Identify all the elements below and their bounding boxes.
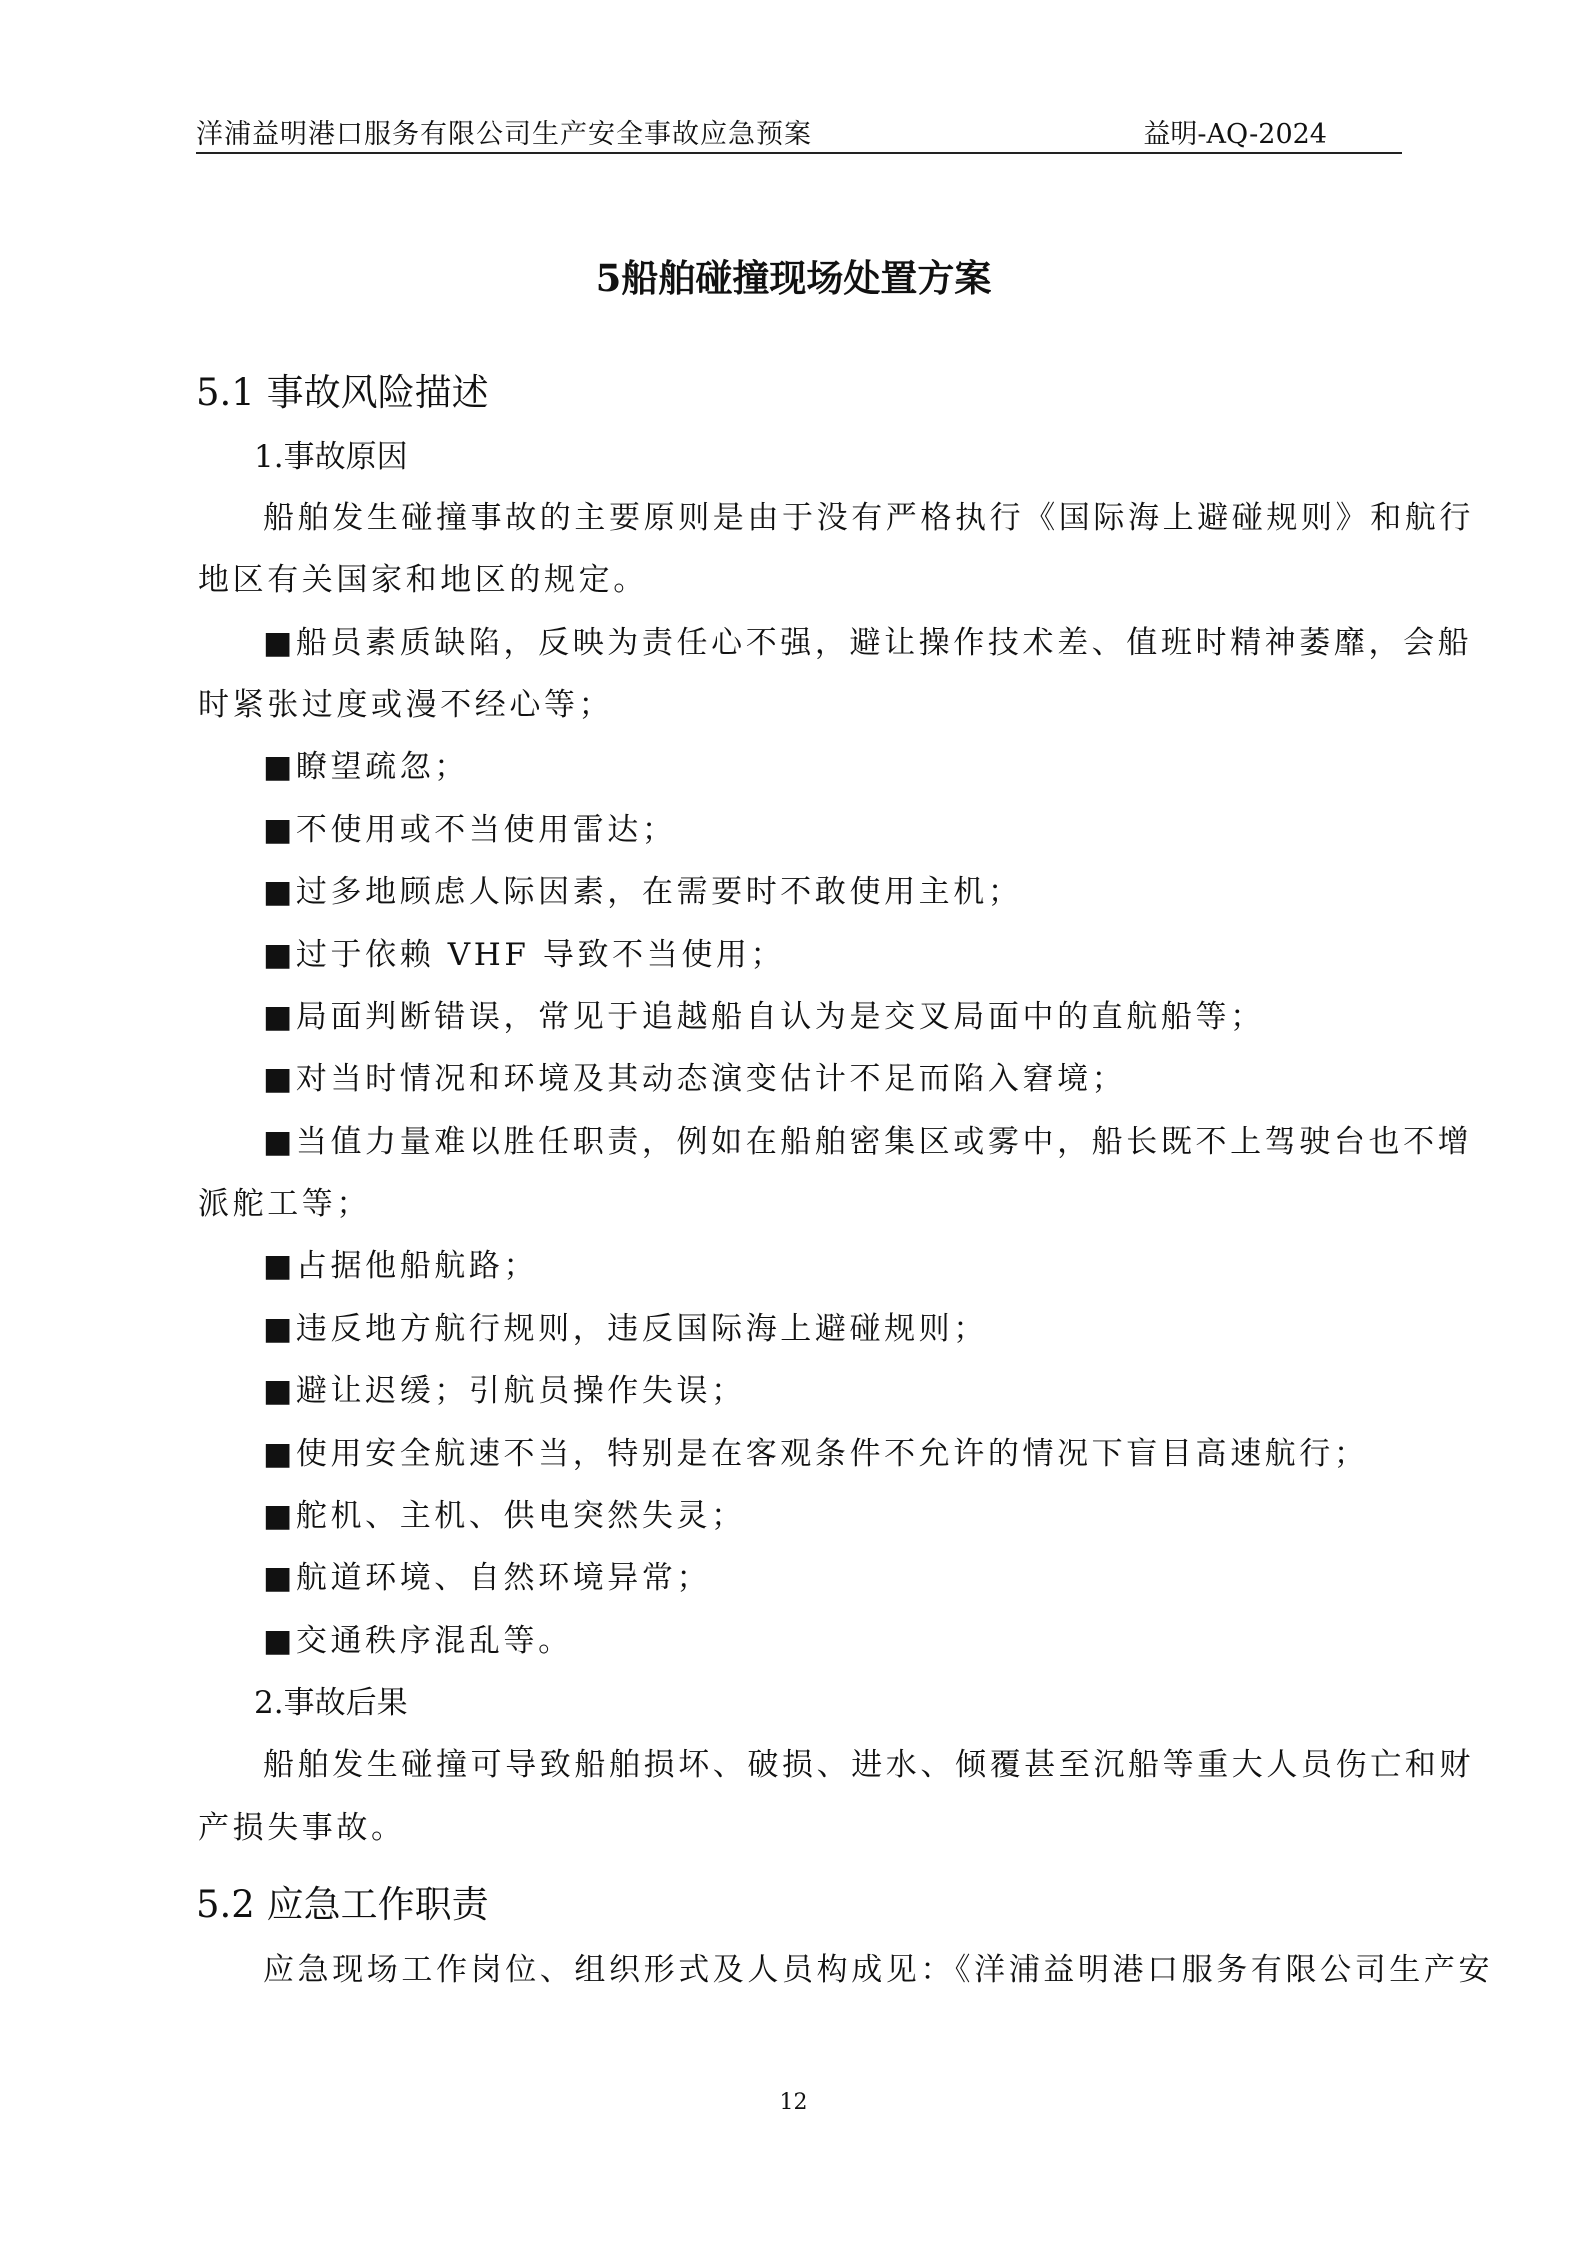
paragraph-line: 船舶发生碰撞可导致船舶损坏、破损、进水、倾覆甚至沉船等重大人员伤亡和财 bbox=[263, 1747, 1474, 1783]
page-header bbox=[196, 112, 1402, 154]
bullet-line: ■局面判断错误，常见于追越船自认为是交叉局面中的直航船等； bbox=[263, 999, 1265, 1035]
bullet-line: ■对当时情况和环境及其动态演变估计不足而陷入窘境； bbox=[263, 1061, 1127, 1097]
bullet-line: ■违反地方航行规则，违反国际海上避碰规则； bbox=[263, 1311, 988, 1347]
bullet-line: ■当值力量难以胜任职责，例如在船舶密集区或雾中，船长既不上驾驶台也不增 bbox=[263, 1124, 1473, 1160]
header-document-title: 洋浦益明港口服务有限公司生产安全事故应急预案 bbox=[196, 119, 812, 150]
bullet-line: ■避让迟缓；引航员操作失误； bbox=[263, 1373, 746, 1409]
bullet-line: ■过多地顾虑人际因素，在需要时不敢使用主机； bbox=[263, 874, 1023, 910]
bullet-line: 时紧张过度或漫不经心等； bbox=[198, 687, 614, 723]
bullet-line: ■使用安全航速不当，特别是在客观条件不允许的情况下盲目高速航行； bbox=[263, 1436, 1369, 1472]
bullet-line: ■占据他船航路； bbox=[263, 1248, 539, 1284]
bullet-line: ■过于依赖 VHF 导致不当使用； bbox=[263, 937, 786, 973]
bullet-line: ■航道环境、自然环境异常； bbox=[263, 1560, 712, 1596]
chapter-title: 5船舶碰撞现场处置方案 bbox=[595, 256, 992, 300]
paragraph-line: 产损失事故。 bbox=[198, 1810, 406, 1846]
bullet-line: ■瞭望疏忽； bbox=[263, 749, 469, 785]
bullet-line: ■交通秩序混乱等。 bbox=[263, 1623, 573, 1659]
bullet-line: ■舵机、主机、供电突然失灵； bbox=[263, 1498, 746, 1534]
paragraph-line: 船舶发生碰撞事故的主要原则是由于没有严格执行《国际海上避碰规则》和航行 bbox=[263, 500, 1474, 536]
page-number: 12 bbox=[779, 2090, 808, 2115]
subheading-accident-consequences: 2.事故后果 bbox=[254, 1685, 408, 1721]
paragraph-line: 应急现场工作岗位、组织形式及人员构成见：《洋浦益明港口服务有限公司生产安 bbox=[263, 1952, 1494, 1988]
section-heading-5-1: 5.1 事故风险描述 bbox=[196, 371, 489, 414]
paragraph-line: 地区有关国家和地区的规定。 bbox=[198, 562, 648, 598]
bullet-line: 派舵工等； bbox=[198, 1186, 371, 1222]
bullet-line: ■船员素质缺陷，反映为责任心不强，避让操作技术差、值班时精神萎靡，会船 bbox=[263, 625, 1473, 661]
header-document-code: 益明-AQ-2024 bbox=[1143, 119, 1327, 150]
section-heading-5-2: 5.2 应急工作职责 bbox=[196, 1883, 489, 1926]
bullet-line: ■不使用或不当使用雷达； bbox=[263, 812, 677, 848]
subheading-accident-causes: 1.事故原因 bbox=[254, 439, 408, 475]
